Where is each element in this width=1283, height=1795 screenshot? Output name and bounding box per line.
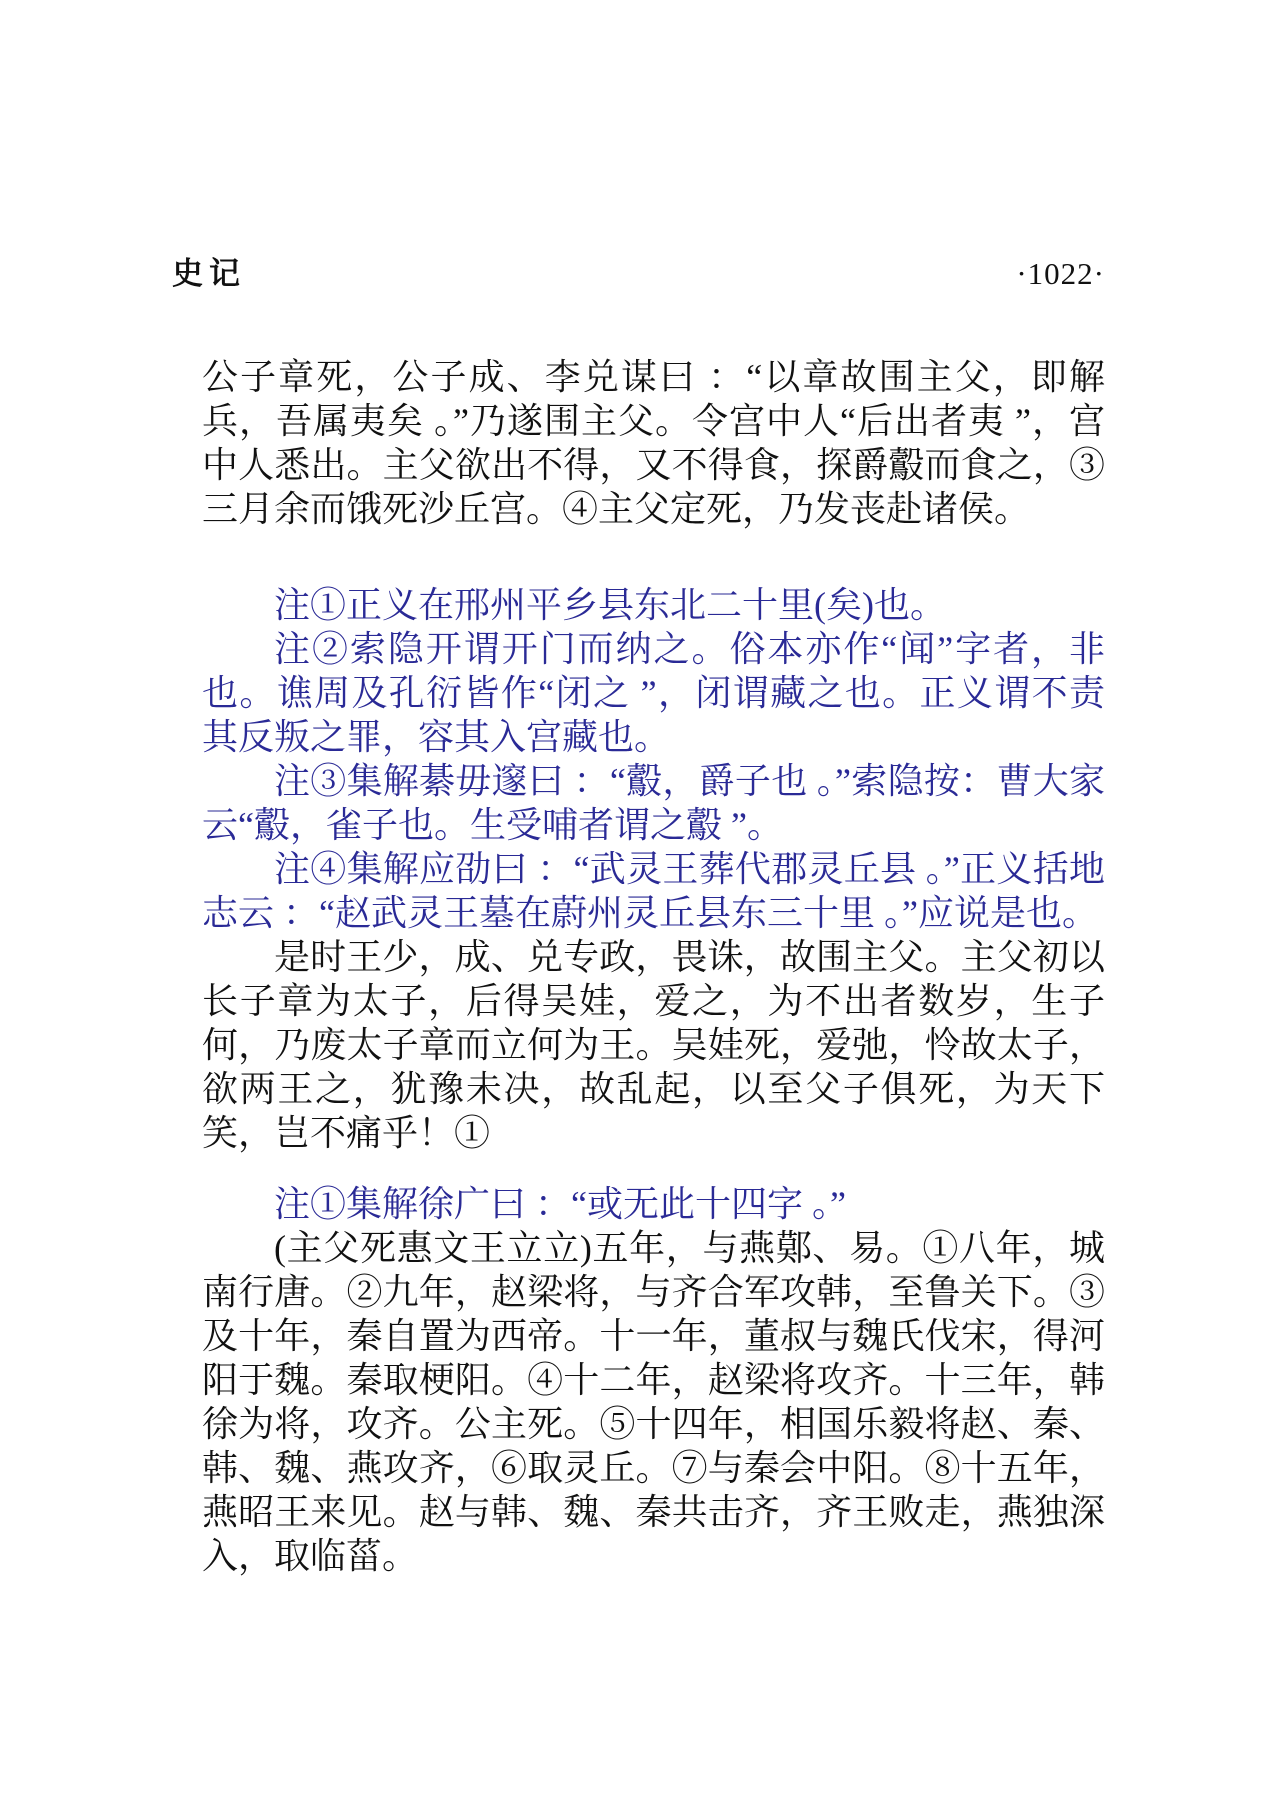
- book-title: 史记: [172, 256, 246, 291]
- page-number: ·1022·: [1016, 256, 1105, 291]
- annotation-note-5: 注①集解徐广曰 ：“或无此十四字 。”: [274, 1184, 846, 1224]
- page-header: [172, 248, 1105, 291]
- paragraph-main-3: (主父死惠文王立立)五年，与燕鄚、易。①八年，城南行唐。②九年，赵梁将，与齐合军攻韩，至鲁关下。③及十年，秦自置为西帝。十一年，董叔与魏氏伐宋，得河阳于魏。秦取梗阳。④十二年，赵梁将攻齐。十三年，韩徐为将，攻齐。公主死。⑤十四年，相国乐毅将赵、秦、韩、魏、燕攻齐，⑥取灵丘。⑦与秦会中阳。⑧十五年，燕昭王来见。赵与韩、魏、秦共击齐，齐王败走，燕独深入，取临菑。: [202, 1228, 1105, 1576]
- paragraph-main-1: 公子章死，公子成、李兑谋曰 ：“以章故围主父，即解兵，吾属夷矣 。”乃遂围主父。令宫中人“后出者夷 ”，宫中人悉出。主父欲出不得，又不得食，探爵鷇而食之，③三月余而饿死沙丘宫。④主父定死，乃发丧赴诸侯。: [202, 357, 1105, 529]
- annotation-note-4: 注④集解应劭曰 ：“武灵王葬代郡灵丘县 。”正义括地志云 ：“赵武灵王墓在蔚州灵丘县东三十里 。”应说是也。: [202, 849, 1105, 933]
- annotation-note-2: 注②索隐开谓开门而纳之。俗本亦作“闻”字者，非也。谯周及孔衍皆作“闭之 ”，闭谓藏之也。正义谓不责其反叛之罪，容其入宫藏也。: [202, 629, 1105, 757]
- annotation-note-3: 注③集解綦毋邃曰 ：“鷇，爵子也 。”索隐按：曹大家云“鷇，雀子也。生受哺者谓之鷇 ”。: [202, 761, 1105, 845]
- text-block: [202, 284, 1105, 1578]
- annotation-note-1: 注①正义在邢州平乡县东北二十里(矣)也。: [274, 585, 946, 625]
- paragraph-main-2: 是时王少，成、兑专政，畏诛，故围主父。主父初以长子章为太子，后得吴娃，爱之，为不出者数岁，生子何，乃废太子章而立何为王。吴娃死，爱弛，怜故太子，欲两王之，犹豫未决，故乱起，以至父子俱死，为天下笑，岂不痛乎！①: [202, 937, 1105, 1153]
